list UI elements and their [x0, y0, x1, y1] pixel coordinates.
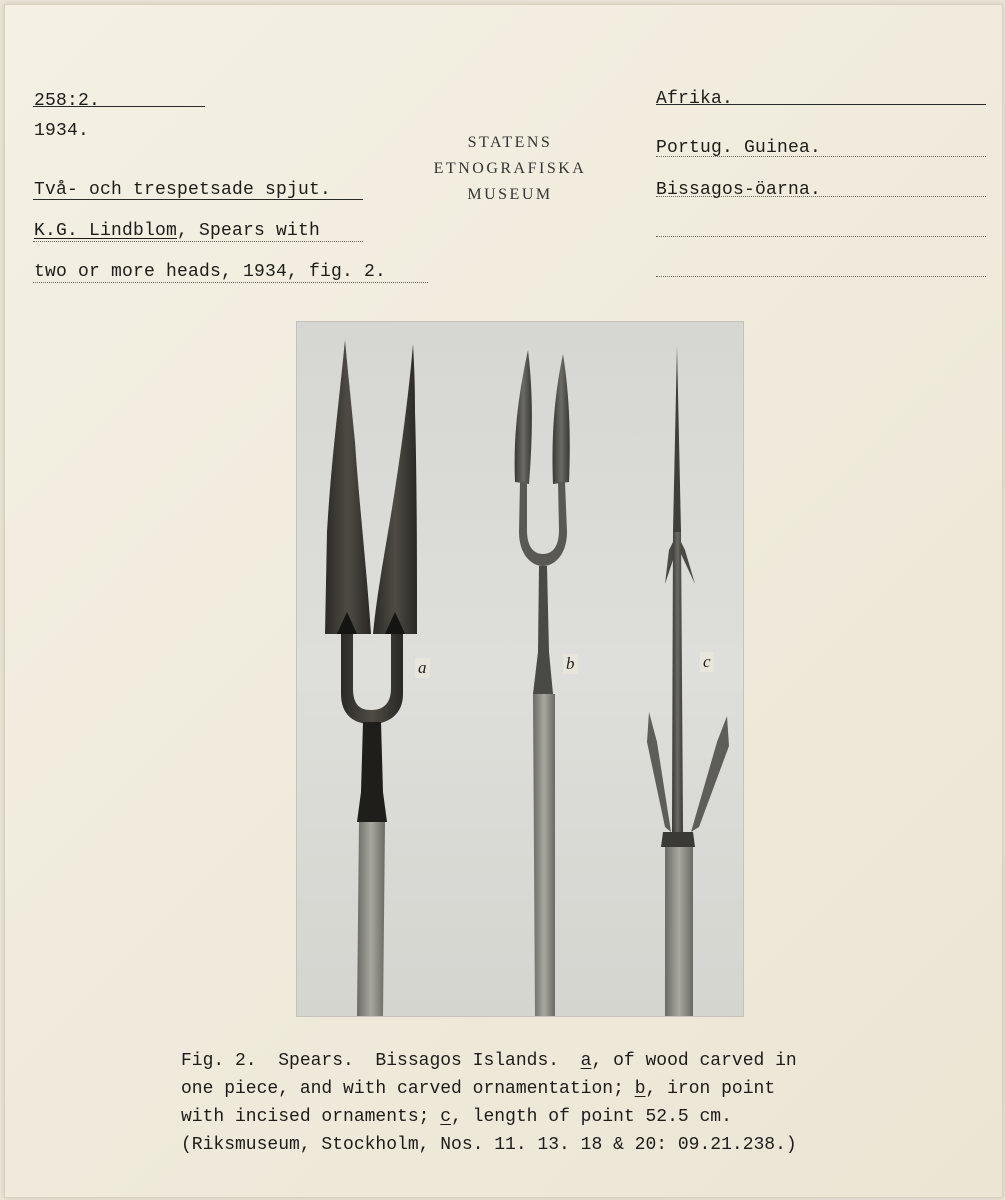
country: Portug. Guinea.	[656, 138, 822, 158]
continent-rule	[656, 104, 986, 105]
reference-line-2: two or more heads, 1934, fig. 2.	[34, 262, 387, 282]
reference-title-start: , Spears with	[177, 221, 321, 241]
caption-line-1-end: , of wood carved in	[591, 1051, 797, 1071]
reference-line-1	[34, 221, 320, 241]
museum-line-1: STATENS	[467, 134, 553, 151]
figure-caption	[181, 1047, 921, 1159]
blank-rule-2	[656, 276, 986, 277]
blank-rule-1	[656, 236, 986, 237]
museum-line-2: ETNOGRAFISKA	[433, 160, 587, 177]
figure-label-a: a	[415, 658, 430, 678]
spear-a	[325, 340, 417, 1016]
caption-line-1-start: Fig. 2. Spears. Bissagos Islands.	[181, 1051, 581, 1071]
caption-line-3-start: with incised ornaments;	[181, 1107, 441, 1127]
spears-illustration	[297, 322, 743, 1016]
continent: Afrika.	[656, 89, 734, 109]
reference-rule-2	[33, 282, 428, 283]
caption-ref-b: b	[634, 1079, 646, 1099]
reference-rule-1	[33, 241, 363, 242]
reference-author: K.G. Lindblom	[34, 221, 178, 241]
caption-line-4: (Riksmuseum, Stockholm, Nos. 11. 13. 18 & 20: 09.21.238.)	[181, 1135, 797, 1155]
catalog-year: 1934.	[34, 121, 90, 141]
caption-line-2-start: one piece, and with carved ornamentation;	[181, 1079, 635, 1099]
museum-line-3: MUSEUM	[467, 186, 553, 203]
spears-photograph	[296, 321, 744, 1017]
museum-stamp	[405, 130, 615, 208]
catalog-number-rule	[33, 106, 205, 107]
spear-c	[647, 346, 729, 1016]
region-rule	[656, 196, 986, 197]
caption-line-3-end: , length of point 52.5 cm.	[451, 1107, 732, 1127]
catalog-number: 258:2.	[34, 91, 101, 111]
caption-ref-a: a	[580, 1051, 592, 1071]
figure-label-c: c	[700, 652, 714, 672]
figure-label-b: b	[563, 654, 578, 674]
catalog-card	[4, 4, 1003, 1198]
country-rule	[656, 156, 986, 157]
caption-line-2-end: , iron point	[645, 1079, 776, 1099]
region: Bissagos-öarna.	[656, 180, 822, 200]
spear-b	[515, 350, 570, 1016]
object-title: Två- och trespetsade spjut.	[34, 180, 332, 200]
caption-ref-c: c	[440, 1107, 452, 1127]
object-title-rule	[33, 199, 363, 200]
